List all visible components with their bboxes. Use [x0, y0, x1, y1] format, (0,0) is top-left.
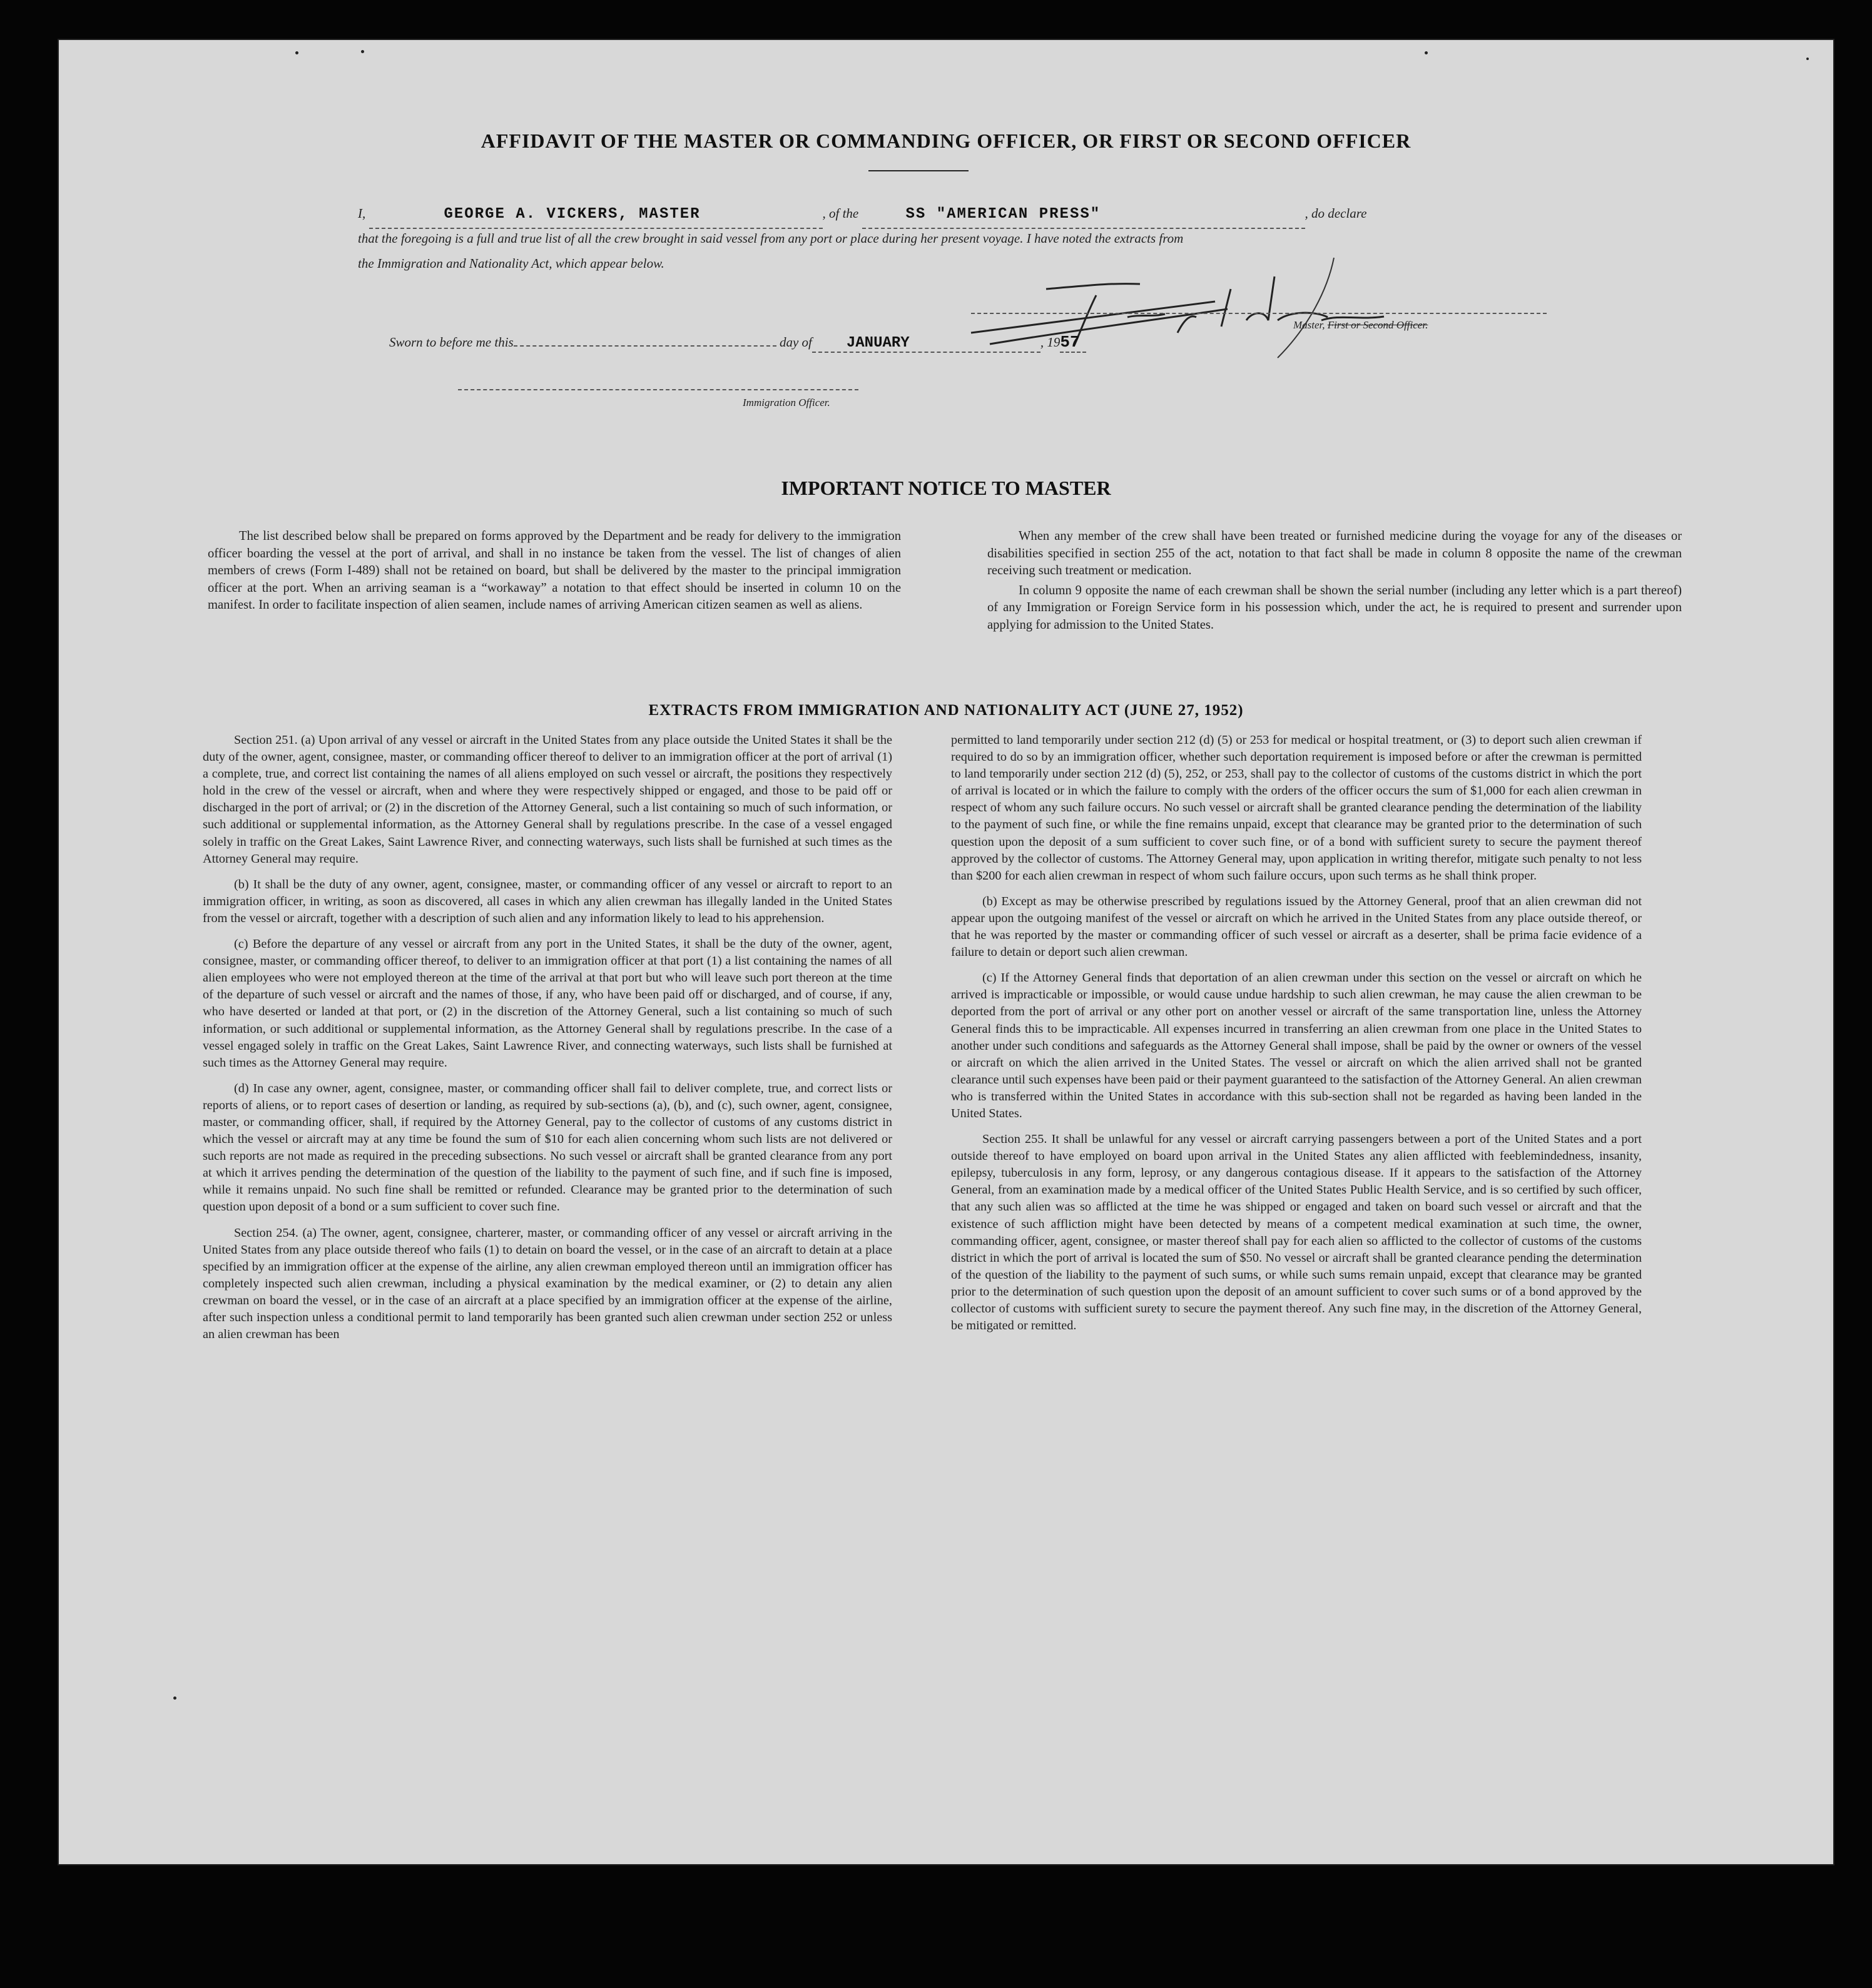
act-section-paragraph: (c) Before the departure of any vessel or aircraft from any port in the United States, it shall be the duty of the owner, agent, consignee, master, or commanding officer thereof, to deliver to an immigration officer at that port (1) a list containing the names of all alien employees who were not employed thereon at the time of the arrival at that port but who will leave such port thereon at the time of the departure of such vessel or aircraft and the names of those, if any, who have been paid off or discharged, and of course, if any, who have deserted or landed at that port, or (2) in the discretion of the Attorney General, such a list containing so much of such information, or such additional or supplemental information, as the Attorney General shall by regulations prescribe. In the case of a vessel engaged solely in traffic on the Great Lakes, Saint Lawrence River, and connecting waterways, such lists shall be furnished at such times as the Attorney General may require. — [203, 937, 892, 1070]
extracts-title: EXTRACTS FROM IMMIGRATION AND NATIONALITY ACT (JUNE 27, 1952) — [648, 702, 1244, 719]
scan-speck — [1806, 58, 1809, 60]
sworn-year: 57 — [1060, 333, 1086, 353]
signature-line — [971, 313, 1547, 314]
scan-speck — [361, 50, 364, 53]
declaration-line-3: the Immigration and Nationality Act, which appear below. — [358, 256, 664, 271]
vessel-name: SS "AMERICAN PRESS" — [905, 206, 1101, 223]
immigration-officer-label: Immigration Officer. — [743, 397, 830, 408]
notice-right-column — [987, 528, 1682, 636]
sworn-day-field — [514, 345, 776, 347]
sworn-month-field — [812, 335, 1040, 353]
notice-paragraph: In column 9 opposite the name of each crewman shall be shown the serial number (including any letter which is a part thereof) of any Immigration or Foreign Service form in his possession which, under the act, he is required to present and surrender upon applying for admission to the United States. — [987, 583, 1682, 632]
notice-title: IMPORTANT NOTICE TO MASTER — [781, 477, 1111, 499]
declaration-line-2: that the foregoing is a full and true list of all the crew brought in said vessel from any port or place during her present voyage. I have noted the extracts from — [358, 231, 1184, 246]
scan-speck — [1425, 51, 1428, 54]
extracts-left-column — [203, 732, 892, 1352]
act-section-paragraph: (b) It shall be the duty of any owner, agent, consignee, master, or commanding officer of any vessel or aircraft to report to an immigration officer, in writing, as soon as discovered, all cases in which any alien crewman has illegally landed in the United States from the vessel or aircraft, together with a description of such alien and any information likely to lead to his apprehension. — [203, 877, 892, 925]
title-rule — [868, 170, 969, 171]
signature-label: Master, First or Second Officer. — [1293, 319, 1428, 331]
act-section-paragraph: (c) If the Attorney General finds that deportation of an alien crewman under this section on the vessel or aircraft on which he arrived is impracticable or impossible, or would cause undue hardship to such alien crewman, he may cause the alien crewman to be deported from the port of arrival or any other port on another vessel or aircraft of the same transportation line, unless the Attorney General finds this to be impracticable. All expenses incurred in transferring an alien crewman from one place in the United States to another under such conditions and safeguards as the Attorney General shall impose, shall be paid by the owner or owners of the vessel or aircraft on which the alien arrived in the United States. The vessel or aircraft on which the alien arrived shall not be granted clearance until such expenses have been paid or their payment guaranteed to the satisfaction of the Attorney General. An alien crewman who is transferred within the United States in accordance with this sub-section shall not be regarded as having been landed in the United States. — [951, 971, 1642, 1120]
sworn-month: JANUARY — [846, 335, 910, 352]
master-name: GEORGE A. VICKERS, MASTER — [444, 206, 701, 223]
act-section-paragraph: Section 255. It shall be unlawful for any vessel or aircraft carrying passengers between a port of the United States and a port outside thereof to have employed on board upon arrival in the United States any alien afflicted with feeblemindedness, insanity, epilepsy, tuberculosis in any form, leprosy, or any dangerous contagious disease. If it appears to the satisfaction of the Attorney General, from an examination made by a medical officer of the United States Public Health Service, and is so certified by such officer, that any such alien was so afflicted at the time he was shipped or engaged and taken on board such vessel or aircraft and that the existence of such affliction might have been detected by means of a competent medical examination at such time, the owner, commanding officer, agent, consignee, or master thereof shall pay for each alien so afflicted to the collector of customs of the customs district in which the port of arrival is located the sum of $50. No vessel or aircraft shall be granted clearance pending the determination of the question of the liability to the payment of such sums, or while such sums remain unpaid, except that clearance may be granted prior to the determination of such question upon the deposit of an amount sufficient to cover such sums or of a bond approved by the collector of customs with sufficient surety to secure the payment thereof. Any such fine may, in the discretion of the Attorney General, be mitigated or remitted. — [951, 1132, 1642, 1333]
scan-speck — [295, 51, 298, 54]
document-page — [58, 39, 1834, 1865]
act-section-paragraph: (d) In case any owner, agent, consignee, master, or commanding officer shall fail to deliver complete, true, and correct lists or reports of aliens, or to report cases of desertion or landing, as required by sub-sections (a), (b), and (c), such owner, agent, consignee, master, or commanding officer, shall, if required by the Attorney General, pay to the collector of customs of any customs district in which the vessel or aircraft may at any time be found the sum of $10 for each alien concerning whom such lists are not delivered or such reports are not made as required in the preceding subsections. No such vessel or aircraft shall be granted clearance from any port at which it arrives pending the determination of the question of the liability to the payment of such fine, and if such fine is imposed, while it remains unpaid. No such fine shall be remitted or refunded. Clearance may be granted prior to the determination of such question upon deposit of a bond or a sum sufficient to cover such fine. — [203, 1081, 892, 1214]
declaration-prefix: I, — [358, 206, 366, 221]
act-section-paragraph: Section 251. (a) Upon arrival of any vessel or aircraft in the United States from any place outside the United States it shall be the duty of the owner, agent, consignee, master, or commanding officer thereof to deliver to an immigration officer at the port of arrival (1) a complete, true, and correct list containing the names of all aliens employed on such vessel or aircraft, the positions they respectively hold in the crew of the vessel or aircraft, when and where they were respectively shipped or engaged, and those to be paid off or discharged in the port of arrival; or (2) in the discretion of the Attorney General, such a list containing so much of such information, or such additional or supplemental information, as the Attorney General shall by regulations prescribe. In the case of a vessel engaged solely in traffic on the Great Lakes, Saint Lawrence River, and connecting waterways, such lists shall be furnished at such times as the Attorney General may require. — [203, 733, 892, 866]
notice-paragraph: When any member of the crew shall have been treated or furnished medicine during the voyage for any of the diseases or disabilities specified in section 255 of the act, notation to that fact shall be made in column 8 opposite the name of the crewman receiving such treatment or medication. — [987, 529, 1682, 577]
notice-paragraph: The list described below shall be prepared on forms approved by the Department and be ready for delivery to the immigration officer boarding the vessel at the port of arrival, and shall in no instance be taken from the vessel. The list of changes of alien members of crews (Form I-489) shall not be retained on board, but shall be delivered by the master to the principal immigration officer at the port. When an arriving seaman is a “workaway” a notation to that effect should be inserted in column 10 on the manifest. In order to facilitate inspection of alien seamen, include names of arriving American citizen seamen as well as aliens. — [208, 529, 901, 612]
affidavit-title: AFFIDAVIT OF THE MASTER OR COMMANDING OFFICER, OR FIRST OR SECOND OFFICER — [481, 129, 1412, 152]
of-the-text: , of the — [822, 206, 859, 221]
sworn-line: Sworn to before me this day of JANUARY , 1957 — [389, 333, 1086, 353]
notice-left-column — [208, 528, 901, 617]
act-section-paragraph: permitted to land temporarily under section 212 (d) (5) or 253 for medical or hospital treatment, or (3) to deport such alien crewman if required to do so by an immigration officer, whether such deportation requirement is imposed before or after the crewman is permitted to land temporarily under section 212 (d) (5), 252, or 253, shall pay to the collector of customs of the customs district in which the port of arrival is located or in which the failure to comply with the orders of the officer occurs the sum of $1,000 for each alien crewman in respect of whom any such failure occurs. No such vessel or aircraft shall be granted clearance pending the determination of the liability to the payment of such fine, or while the fine remains unpaid, except that clearance may be granted prior to the determination of such question upon the deposit of a sum sufficient to cover such fine, or of a bond with sufficient surety to secure the payment thereof approved by the collector of customs. The Attorney General may, upon application in writing therefor, mitigate such penalty to not less than $200 for each alien crewman in respect of whom such failure occurs, upon such terms as he shall think proper. — [951, 733, 1642, 883]
struck-officer-text: First or Second Officer. — [1327, 319, 1428, 331]
immigration-officer-signature-line — [458, 389, 858, 390]
do-declare-text: , do declare — [1305, 206, 1367, 221]
extracts-right-column — [951, 732, 1642, 1343]
act-section-paragraph: Section 254. (a) The owner, agent, consignee, charterer, master, or commanding officer of any vessel or aircraft arriving in the United States from any place outside thereof who fails (1) to detain on board the vessel, or in the case of an aircraft to detain at a place specified by an immigration officer at the expense of the airline, any alien crewman employed thereon until an immigration officer has completely inspected such alien crewman, including a physical examination by the medical examiner, or (2) to detain any alien crewman on board the vessel, or in the case of an aircraft at a place specified by an immigration officer at the expense of the airline, after such inspection unless a conditional permit to land temporarily has been granted such alien crewman under section 252 or unless an alien crewman has been — [203, 1225, 892, 1342]
act-section-paragraph: (b) Except as may be otherwise prescribed by regulations issued by the Attorney General, proof that an alien crewman did not appear upon the outgoing manifest of the vessel or aircraft on which he arrived in the United States from any place outside thereof, or that he was reported by the master or commanding officer of such vessel or aircraft as a deserter, shall be prima facie evidence of a failure to detain or deport such alien crewman. — [951, 894, 1642, 960]
scan-speck — [173, 1696, 176, 1700]
